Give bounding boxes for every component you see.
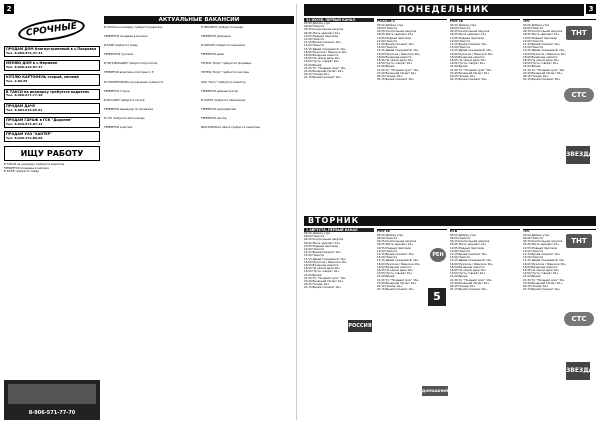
page-number-left: 2 [4,4,14,14]
program-item: 05.00 Доброе утро [450,23,477,27]
vacancy-item: ТРЕБУЕТСЯ мастер [201,116,227,120]
vacancy-item: ТРЕБУЕТСЯ электрик [104,126,133,130]
program-item: 18.45 На самом деле 16+ [523,269,560,273]
program-item: 09.45 Жить здорово! 12+ [450,243,487,247]
program-item: 09.00 Новости [523,237,544,240]
ren-logo: РЕН [430,248,446,262]
classified-boxes [4,46,100,142]
program-list [304,22,374,80]
sts-logo: СТС [564,88,594,102]
vacancy-item: ООО "Лето" требуется оператор [201,80,246,84]
program-item: 16.00 Мужское / Женское 16+ [450,52,494,56]
program-item: 01.15 Время покажет 16+ [450,288,488,292]
program-item: 23.40 Вечерний Ургант 16+ [450,71,490,75]
channel-name: РЕН-ТВ [377,229,447,234]
domashniy-logo: ДОМАШНИЙ [422,386,448,396]
program-item: 21.30 Т/с "Поздний срок" 16+ [377,68,419,72]
monday-col-1 [304,18,374,214]
tuesday-col-3 [450,228,520,420]
classified-phone: Тел. 8-920-372-88-68 [6,136,43,141]
program-item: 12.00 Новости [523,249,544,253]
program-item: 05.00 Доброе утро [377,23,404,27]
program-item: 18.00 Вечерние новости [523,265,558,269]
program-item: 12.00 Новости [304,248,325,252]
program-item: 21.30 Т/с "Поздний срок" 16+ [450,68,492,72]
program-item: 18.00 Вечерние новости [523,55,558,59]
vacancy-item: В САЛОН требуется парикмахер [201,98,246,102]
program-item: 18.45 На самом деле 16+ [450,59,487,63]
program-item: 01.15 Время покажет 16+ [304,76,342,80]
job-wanted-line: В КАФЕ требуется повар [4,169,39,173]
program-item: 00.15 Познер 16+ [304,283,330,287]
program-item: 16.00 Мужское / Женское 16+ [450,262,494,266]
program-item: 09.45 Жить здорово! 12+ [523,243,560,247]
program-item: 12.00 Новости [377,39,398,43]
vacancy-item: В МАГАЗИН требуется кассир [104,98,145,102]
program-item: 12.15 Время покажет 16+ [304,251,342,255]
monday-col-4 [523,18,596,214]
program-item: 05.00 Доброе утро [304,22,331,25]
program-item: 00.15 Познер 16+ [377,285,403,289]
program-list [450,24,520,82]
program-item: 09.45 Жить здорово! 12+ [377,243,414,247]
page-number-right: 3 [586,4,596,14]
program-item: 16.00 Мужское / Женское 16+ [304,50,348,54]
vacancy-item: ТРЕБУЕТСЯ продавец в магазин [104,35,148,39]
program-item: 12.15 Время покажет 16+ [304,41,342,45]
program-item: 19.50 Пусть говорят 16+ [450,62,486,66]
program-item: 05.00 Доброе утро [304,232,331,235]
classified-title: ПРОДАМ ГАРАЖ в ГСК "Доронев" [6,118,72,123]
program-item: 09.00 Новости [450,27,471,30]
program-item: 19.50 Пусть говорят 16+ [377,62,413,66]
classified-box [4,117,100,128]
program-item: 10.55 Модный приговор [304,34,339,38]
vacancy-item: В ПЕКАРНЮ требуются пекари [201,26,244,29]
program-item: 09.15 Контрольная закупка [304,28,344,32]
classified-phone: Тел. 8-960-919-87-37 [6,65,43,69]
program-item: 18.45 На самом деле 16+ [450,269,487,273]
right-page [304,4,596,420]
zvezda-logo: ЗВЕЗДА [566,146,590,164]
program-item: 00.15 Познер 16+ [450,285,476,289]
channel-name: РЕН-ТВ [450,19,520,24]
program-item: 10.55 Модный приговор [377,36,412,40]
program-item: 15.15 Давай поженимся! 16+ [450,49,492,53]
program-item: 15.00 Новости [450,256,471,260]
program-item: 18.00 Вечерние новости [377,55,412,59]
program-item: 12.15 Время покажет 16+ [523,253,561,257]
program-list [304,232,374,290]
channel5-logo: 5 [428,288,446,306]
program-item: 01.15 Время покажет 16+ [304,286,342,290]
program-item: 09.00 Новости [377,237,398,240]
vacancy-column-2 [201,26,294,420]
classified-box [4,74,100,85]
program-item: 01.15 Время покажет 16+ [523,288,561,292]
program-item: 21.30 Т/с "Поздний срок" 16+ [304,66,346,70]
classified-title: ПРОДАМ УАЗ "ХАНТЕР" [6,132,52,137]
program-item: 21.30 Т/с "Поздний срок" 16+ [377,278,419,282]
program-item: 21.00 Время [304,63,322,67]
tuesday-title: ВТОРНИК [304,216,596,226]
program-item: 09.00 Новости [304,235,325,239]
vacancy-item: ТРЕБУЮТСЯ грузчики [104,53,134,57]
program-item: 18.45 На самом деле 16+ [377,269,414,273]
rossiya-logo: РОССИЯ 1 [348,320,372,332]
classified-box [4,103,100,114]
tnt-logo: ТНТ [566,26,592,40]
program-item: 15.00 Новости [377,256,398,260]
program-item: 09.45 Жить здорово! 12+ [304,241,341,245]
program-item: 21.00 Время [377,65,395,69]
vacancy-item: ТРЕБУЕТСЯ администратор [201,89,239,93]
vacancy-item: В СТРОИТЕЛЬНУЮ организацию требуются [104,80,164,84]
program-list [377,24,447,82]
vacancy-item: ТРЕБУЕТСЯ швея [201,53,224,57]
program-item: 12.15 Время покажет 16+ [377,253,415,257]
program-item: 19.50 Пусть говорят 16+ [523,62,559,66]
program-list [450,234,520,292]
program-item: 09.45 Жить здорово! 12+ [304,31,341,35]
program-item: 00.15 Познер 16+ [450,75,476,79]
program-item: 21.00 Время [523,275,541,279]
program-item: 09.00 Новости [304,25,325,29]
program-item: 23.40 Вечерний Ургант 16+ [304,70,344,74]
program-item: 05.00 Доброе утро [523,233,550,237]
program-item: 09.00 Новости [377,27,398,30]
program-item: 10.55 Модный приговор [450,36,485,40]
vacancy-column-1 [104,26,197,420]
classified-title: ПРОДАМ ДОМ благоустроенный в с.Покровка [6,47,97,51]
classified-title: ПРОДАМ ДАЧУ [6,103,36,108]
program-item: 15.15 Давай поженимся! 16+ [450,259,492,263]
program-item: 21.00 Время [523,65,541,69]
vacancy-item: ТРЕБУЕТСЯ водитель категории С, Е [104,71,154,75]
program-item: 05.00 Доброе утро [523,23,550,27]
program-item: 09.00 Новости [450,237,471,240]
program-item: 16.00 Мужское / Женское 16+ [377,52,421,56]
program-item: 18.00 Вечерние новости [304,54,339,58]
program-item: 19.50 Пусть говорят 16+ [523,272,559,276]
program-item: 18.00 Вечерние новости [450,265,485,269]
vacancy-item: В СТО требуется автослесарь [104,116,145,120]
program-item: 15.00 Новости [304,44,325,48]
classified-phone: Тел. 8-909-872-37-31 [6,50,43,55]
program-item: 12.00 Новости [523,39,544,43]
classified-phone: Тел. 8-960-677-77-28 [6,93,43,98]
bottom-ad [4,380,100,420]
program-item: 18.45 На самом деле 16+ [304,267,341,271]
vacancy-item: В ТАКСИ на иномарку требуется водитель [104,26,163,29]
vacancy-item: ДЛЯ РАБОТЫ в офисе требуется секретарь [201,126,261,130]
program-item: 23.40 Вечерний Ургант 16+ [304,280,344,284]
program-item: 15.15 Давай поженимся! 16+ [304,47,346,51]
program-item: 19.50 Пусть говорят 16+ [304,270,340,274]
program-item: 15.00 Новости [450,46,471,50]
program-item: 10.55 Модный приговор [450,246,485,250]
classifieds-column [4,16,100,420]
program-item: 00.15 Познер 16+ [304,73,330,77]
zvezda-logo-2: ЗВЕЗДА [566,362,590,380]
program-item: 01.15 Время покажет 16+ [377,78,415,82]
program-list [377,234,447,292]
program-item: 12.15 Время покажет 16+ [523,43,561,47]
program-item: 01.15 Время покажет 16+ [450,78,488,82]
program-item: 10.55 Модный приговор [304,244,339,248]
program-item: 00.15 Познер 16+ [377,75,403,79]
tuesday-day-header: 1 АВГУСТА, ПЕРВЫЙ КАНАЛ [304,228,374,232]
program-item: 23.40 Вечерний Ургант 16+ [450,281,490,285]
program-item: 12.00 Новости [450,249,471,253]
vacancies-title: АКТУАЛЬНЫЕ ВАКАНСИИ [104,16,294,24]
monday-title: ПОНЕДЕЛЬНИК [304,4,584,16]
program-item: 00.15 Познер 16+ [523,75,549,79]
sts-logo-2: СТС [564,312,594,326]
program-item: 18.00 Вечерние новости [377,265,412,269]
program-item: 12.15 Время покажет 16+ [377,43,415,47]
program-item: 09.15 Контрольная закупка [523,30,563,34]
monday-grid [304,18,596,214]
program-item: 18.45 На самом деле 16+ [377,59,414,63]
vacancy-item: ГРУППА "Кипр" требуются продавцы [201,62,252,66]
program-item: 09.15 Контрольная закупка [450,240,490,244]
classified-title: МЕНЯЮ ДОМ в с.Фермине [6,61,58,66]
header-logo-block [4,16,100,46]
vacancy-item: В ОРГАНИЗАЦИЮ требуется бухгалтер [104,62,158,66]
program-item: 09.15 Контрольная закупка [523,240,563,244]
classified-title: В ТАКСИ на иномарку требуется водитель [6,89,90,94]
classified-phone: Тел. 8-904-615-65-61 [6,107,43,112]
monday-col-3 [450,18,520,214]
program-item: 21.30 Т/с "Поздний срок" 16+ [523,278,565,282]
vacancy-item: ГРУППА "Кипр" требуются кассиры [201,71,250,75]
classified-box [4,46,100,57]
classified-box [4,89,100,100]
program-item: 15.15 Давай поженимся! 16+ [377,49,419,53]
tuesday-grid [304,228,596,420]
tnt-logo-2: ТНТ [566,234,592,248]
program-item: 15.00 Новости [304,254,325,258]
channel-name: ТНТ [523,229,596,234]
monday-day-header: 31 ИЮЛЯ, ПЕРВЫЙ КАНАЛ [304,18,374,22]
program-item: 10.55 Модный приговор [523,36,558,40]
program-item: 09.15 Контрольная закупка [377,240,417,244]
program-item: 18.45 На самом деле 16+ [304,57,341,61]
program-item: 05.00 Доброе утро [377,233,404,237]
classified-phone: Тел. 8-919-074-87-44 [6,121,43,126]
program-item: 19.50 Пусть говорят 16+ [377,272,413,276]
program-item: 12.00 Новости [304,38,325,42]
program-item: 16.00 Мужское / Женское 16+ [523,52,567,56]
program-item: 09.15 Контрольная закупка [304,238,344,242]
program-item: 05.00 Доброе утро [450,233,477,237]
program-item: 19.50 Пусть говорят 16+ [304,60,340,64]
channel-name: ТНТ [523,19,596,24]
program-item: 09.45 Жить здорово! 12+ [377,33,414,37]
program-item: 21.00 Время [304,273,322,277]
program-item: 15.15 Давай поженимся! 16+ [304,257,346,261]
program-item: 15.15 Давай поженимся! 16+ [377,259,419,263]
program-item: 21.00 Время [450,65,468,69]
classified-phone: Тел. 2-89-65 [6,79,28,84]
program-item: 15.00 Новости [523,46,544,50]
channel-name: РОССИЯ-1 [377,19,447,24]
program-item: 18.00 Вечерние новости [450,55,485,59]
program-item: 09.15 Контрольная закупка [450,30,490,34]
program-item: 15.00 Новости [377,46,398,50]
program-item: 00.15 Познер 16+ [523,285,549,289]
vacancy-item: ТРЕБУЕТСЯ уборщица [201,35,231,39]
program-item: 21.30 Т/с "Поздний срок" 16+ [523,68,565,72]
job-wanted-heading: ИЩУ РАБОТУ [4,146,100,161]
job-wanted-line: ТРЕБУЕТСЯ продавец в магазин [4,166,50,170]
vacancy-item: ТРЕБУЕТСЯ сторож [104,89,130,93]
program-item: 16.00 Мужское / Женское 16+ [523,262,567,266]
program-item: 15.15 Давай поженимся! 16+ [523,49,565,53]
vacancy-item: В КАФЕ требуется повар [104,44,138,48]
program-item: 18.00 Вечерние новости [304,264,339,268]
program-item: 10.55 Модный приговор [523,246,558,250]
program-item: 16.00 Мужское / Женское 16+ [304,260,348,264]
job-wanted-text [4,163,100,173]
program-item: 19.50 Пусть говорят 16+ [450,272,486,276]
program-item: 23.40 Вечерний Ургант 16+ [377,281,417,285]
program-item: 21.00 Время [377,275,395,279]
program-item: 10.55 Модный приговор [377,246,412,250]
vacancy-item: В ОХРАНУ требуются охранники [201,44,246,48]
program-item: 23.40 Вечерний Ургант 16+ [523,71,563,75]
classified-box [4,131,100,142]
program-item: 23.40 Вечерний Ургант 16+ [377,71,417,75]
ad-image [8,384,96,404]
program-item: 15.00 Новости [523,256,544,260]
program-item: 09.00 Новости [523,27,544,30]
program-item: 09.45 Жить здорово! 12+ [450,33,487,37]
vacancy-item: ТРЕБУЕТСЯ менеджер по продажам [104,107,154,111]
program-item: 09.15 Контрольная закупка [377,30,417,34]
program-item: 16.00 Мужское / Женское 16+ [377,262,421,266]
monday-col-2 [377,18,447,214]
program-item: 01.15 Время покажет 16+ [523,78,561,82]
left-page [4,4,297,420]
program-item: 12.15 Время покажет 16+ [450,253,488,257]
program-item: 23.40 Вечерний Ургант 16+ [523,281,563,285]
program-item: 09.45 Жить здорово! 12+ [523,33,560,37]
header-logo: СРОЧНЫЕ [17,16,86,45]
program-item: 21.30 Т/с "Поздний срок" 16+ [304,276,346,280]
program-item: 01.15 Время покажет 16+ [377,288,415,292]
program-item: 18.45 На самом деле 16+ [523,59,560,63]
job-wanted-line: В ТАКСИ на иномарку требуется водитель [4,163,65,167]
program-item: 12.00 Новости [450,39,471,43]
ad-phone: 8-906-571-77-70 [28,410,76,416]
program-item: 21.30 Т/с "Поздний срок" 16+ [450,278,492,282]
vacancy-item: ТРЕБУЕТСЯ разнорабочий [201,107,237,111]
classified-box [4,60,100,71]
program-item: 12.00 Новости [377,249,398,253]
channel-name: НТВ [450,229,520,234]
program-item: 12.15 Время покажет 16+ [450,43,488,47]
program-item: 15.15 Давай поженимся! 16+ [523,259,565,263]
program-item: 21.00 Время [450,275,468,279]
classified-title: КУПЛЮ КАРТОФЕЛЬ старый, мелкий [6,75,79,80]
